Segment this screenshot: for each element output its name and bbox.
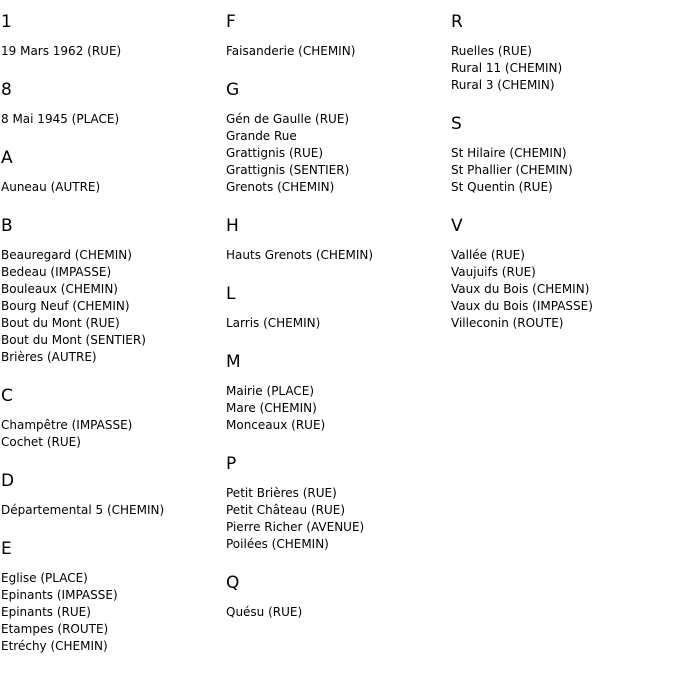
street-list-item [1,638,221,655]
letter-heading: R [451,12,463,32]
street-link[interactable]: Champêtre (IMPASSE) [1,418,133,432]
street-list-item [226,502,446,519]
letter-heading: P [226,454,237,474]
letter-section-1 [1,11,221,60]
street-link[interactable]: Brières (AUTRE) [1,350,97,364]
letter-section-a [1,147,221,196]
street-list-item [1,264,221,281]
street-list [226,383,446,434]
street-list [226,111,446,196]
street-link[interactable]: Pierre Richer (AVENUE) [226,520,365,534]
street-link[interactable]: Eglise (PLACE) [1,571,88,585]
street-link[interactable]: Petit Château (RUE) [226,503,346,517]
street-link[interactable]: Bout du Mont (SENTIER) [1,333,146,347]
street-link[interactable]: Larris (CHEMIN) [226,316,321,330]
street-link[interactable]: Quésu (RUE) [226,605,303,619]
street-link[interactable]: Vallée (RUE) [451,248,525,262]
index-column-1 [1,11,221,674]
street-link[interactable]: Monceaux (RUE) [226,418,326,432]
street-list-item [1,604,221,621]
street-link[interactable]: Vaujuifs (RUE) [451,265,536,279]
street-list [451,145,671,196]
street-link[interactable]: Gén de Gaulle (RUE) [226,112,350,126]
street-link[interactable]: Faisanderie (CHEMIN) [226,44,356,58]
street-list-item [226,315,446,332]
letter-section-c [1,385,221,451]
index-column-2 [226,11,446,640]
street-list-item [451,77,671,94]
street-list-item [451,162,671,179]
street-link[interactable]: Grenots (CHEMIN) [226,180,335,194]
letter-section-r [451,11,671,94]
street-link[interactable]: Départemental 5 (CHEMIN) [1,503,165,517]
street-list [451,43,671,94]
letter-heading: L [226,284,236,304]
letter-heading: M [226,352,241,372]
street-list [1,502,221,519]
street-list-item [1,298,221,315]
street-list-item [1,434,221,451]
letter-heading: F [226,12,236,32]
letter-section-v [451,215,671,332]
street-link[interactable]: Grattignis (SENTIER) [226,163,350,177]
street-link[interactable]: Mairie (PLACE) [226,384,315,398]
street-list-item [1,349,221,366]
letter-heading: B [1,216,13,236]
street-list-item [451,60,671,77]
street-link[interactable]: Etréchy (CHEMIN) [1,639,108,653]
street-list-item [1,417,221,434]
street-list-item [1,43,221,60]
letter-section-e [1,538,221,655]
street-link[interactable]: Poilées (CHEMIN) [226,537,329,551]
letter-heading: A [1,148,13,168]
street-list-item [1,179,221,196]
street-link[interactable]: Rural 3 (CHEMIN) [451,78,555,92]
street-list-item [451,43,671,60]
street-list-item [451,145,671,162]
street-list-item [1,111,221,128]
letter-heading: Q [226,573,240,593]
street-list-item [226,145,446,162]
letter-section-d [1,470,221,519]
letter-section-h [226,215,446,264]
street-link[interactable]: Grattignis (RUE) [226,146,324,160]
street-list [451,247,671,332]
street-list-item [226,247,446,264]
street-link[interactable]: Vaux du Bois (CHEMIN) [451,282,590,296]
street-list-item [1,502,221,519]
street-link[interactable]: Grande Rue [226,129,297,143]
street-link[interactable]: Rural 11 (CHEMIN) [451,61,563,75]
letter-heading: S [451,114,462,134]
letter-section-g [226,79,446,196]
street-link[interactable]: Vaux du Bois (IMPASSE) [451,299,593,313]
letter-heading: D [1,471,15,491]
street-list-item [226,179,446,196]
street-list-item [451,264,671,281]
street-list-item [226,485,446,502]
street-list-item [226,43,446,60]
street-list-item [1,247,221,264]
street-link[interactable]: St Phallier (CHEMIN) [451,163,573,177]
street-list-item [1,621,221,638]
street-list-item [226,519,446,536]
street-list-item [1,332,221,349]
street-link[interactable]: Villeconin (ROUTE) [451,316,564,330]
street-link[interactable]: Cochet (RUE) [1,435,81,449]
street-list-item [451,247,671,264]
street-link[interactable]: Auneau (AUTRE) [1,180,101,194]
street-list-item [451,179,671,196]
street-list-item [226,417,446,434]
street-list-item [226,111,446,128]
letter-section-q [226,572,446,621]
street-list-item [226,383,446,400]
letter-heading: 1 [1,12,12,32]
street-link[interactable]: Bourg Neuf (CHEMIN) [1,299,130,313]
street-list-item [226,604,446,621]
street-link[interactable]: Epinants (RUE) [1,605,91,619]
street-list [226,604,446,621]
street-list-item [451,281,671,298]
street-link[interactable]: Etampes (ROUTE) [1,622,109,636]
street-link[interactable]: St Quentin (RUE) [451,180,553,194]
street-link[interactable]: Hauts Grenots (CHEMIN) [226,248,374,262]
street-list-item [1,587,221,604]
street-list-item [226,400,446,417]
street-list-item [1,281,221,298]
street-list-item [226,162,446,179]
street-list [226,247,446,264]
letter-section-s [451,113,671,196]
street-link[interactable]: Mare (CHEMIN) [226,401,317,415]
letter-section-l [226,283,446,332]
street-list [1,417,221,451]
letter-heading: C [1,386,13,406]
street-list [226,43,446,60]
street-list-item [451,298,671,315]
letter-heading: V [451,216,463,236]
street-list-item [1,315,221,332]
street-list [1,111,221,128]
letter-heading: H [226,216,239,236]
letter-heading: E [1,539,12,559]
street-list [1,43,221,60]
letter-section-m [226,351,446,434]
street-link[interactable]: Petit Brières (RUE) [226,486,337,500]
street-link[interactable]: 8 Mai 1945 (PLACE) [1,112,120,126]
street-list [226,485,446,553]
street-link[interactable]: Epinants (IMPASSE) [1,588,118,602]
street-list-item [226,128,446,145]
street-link[interactable]: Bouleaux (CHEMIN) [1,282,118,296]
letter-section-8 [1,79,221,128]
letter-heading: G [226,80,240,100]
street-list-item [226,536,446,553]
street-link[interactable]: Ruelles (RUE) [451,44,532,58]
street-list [1,179,221,196]
street-link[interactable]: Beauregard (CHEMIN) [1,248,132,262]
street-link[interactable]: Bout du Mont (RUE) [1,316,120,330]
letter-section-p [226,453,446,553]
index-column-3 [451,11,671,351]
street-link[interactable]: 19 Mars 1962 (RUE) [1,44,122,58]
street-list-item [1,570,221,587]
letter-section-f [226,11,446,60]
street-list-item [451,315,671,332]
street-list [1,570,221,655]
street-list [1,247,221,366]
street-list [226,315,446,332]
street-link[interactable]: St Hilaire (CHEMIN) [451,146,567,160]
letter-heading: 8 [1,80,12,100]
letter-section-b [1,215,221,366]
street-link[interactable]: Bedeau (IMPASSE) [1,265,112,279]
